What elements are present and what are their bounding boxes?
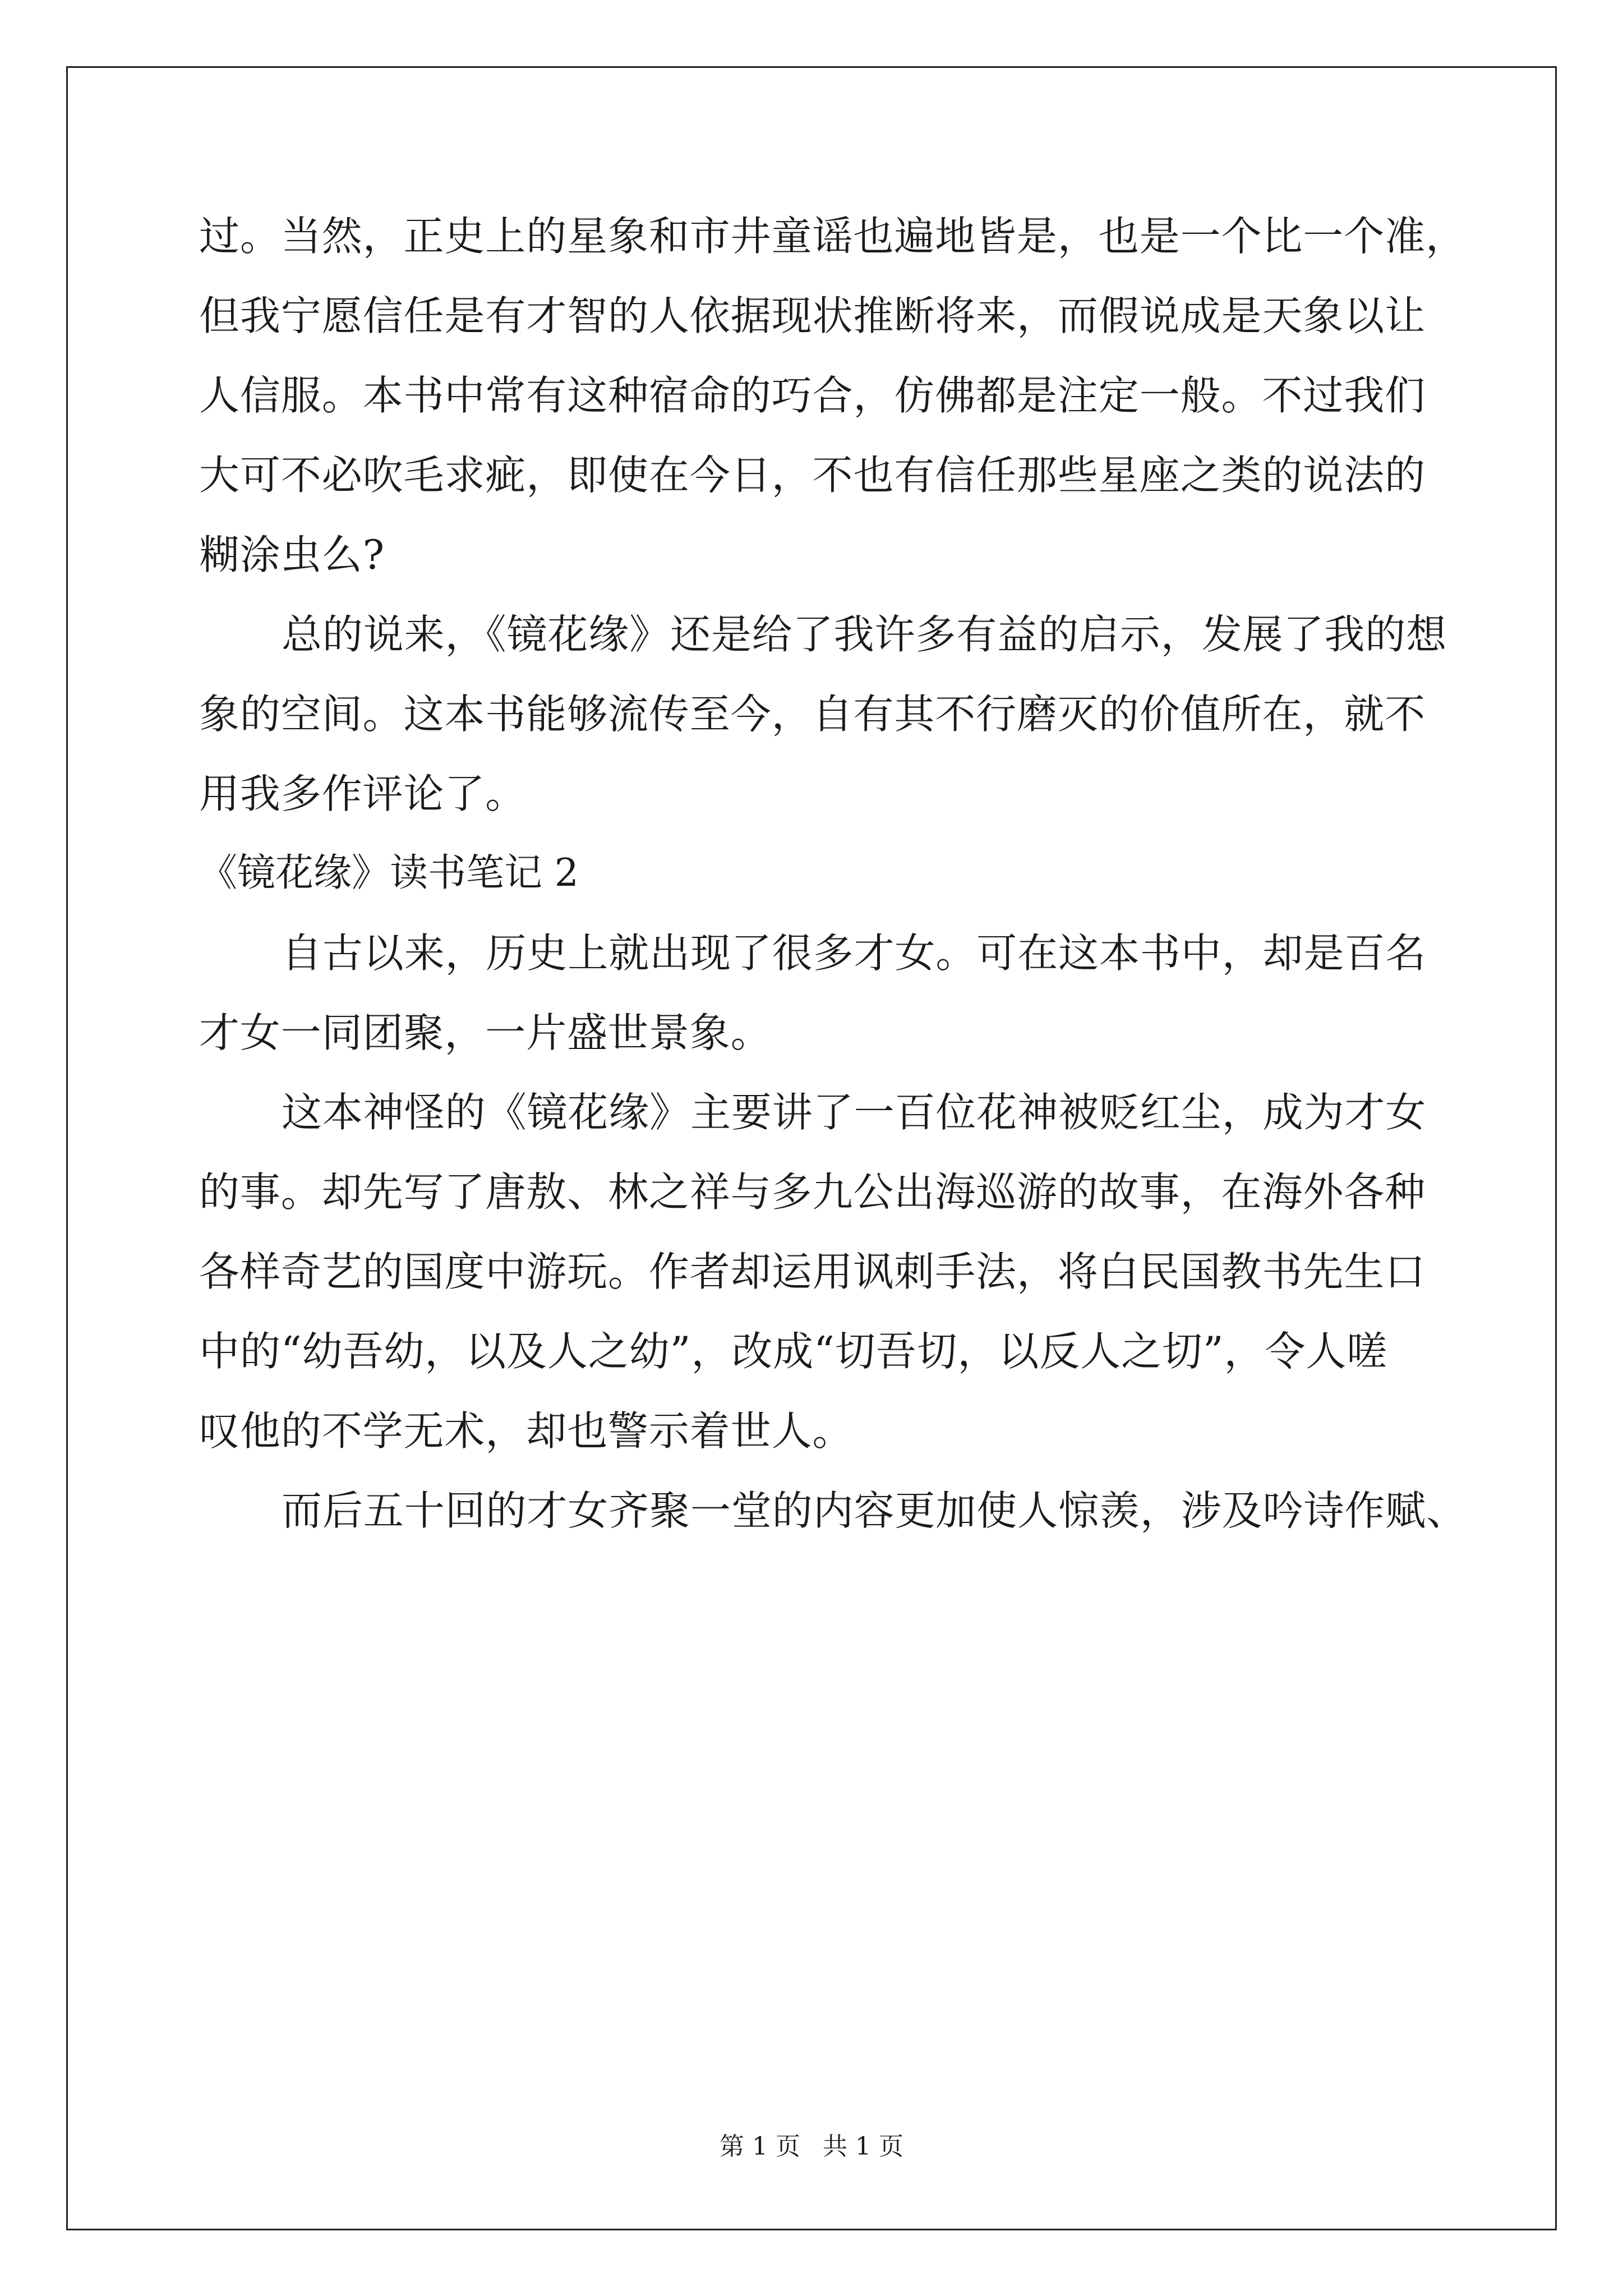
text-line: 糊涂虫么? — [199, 531, 385, 578]
page-number-total: 共 1 页 — [823, 2132, 903, 2161]
text-line: 才女一同团聚，一片盛世景象。 — [199, 1009, 772, 1056]
text-line: 各样奇艺的国度中游玩。作者却运用讽刺手法，将白民国教书先生口 — [199, 1248, 1426, 1295]
page-footer — [0, 2134, 1623, 2159]
paragraph-first-line: 这本神怪的《镜花缘》主要讲了一百位花神被贬红尘，成为才女 — [282, 1089, 1427, 1136]
text-line: 但我宁愿信任是有才智的人依据现状推断将来，而假说成是天象以让 — [199, 292, 1426, 339]
paragraph-first-line: 而后五十回的才女齐聚一堂的内容更加使人惊羡，涉及吟诗作赋、 — [282, 1487, 1468, 1534]
text-line: 的事。却先写了唐敖、林之祥与多九公出海巡游的故事，在海外各种 — [199, 1168, 1426, 1216]
text-line: 中的“幼吾幼，以及人之幼”，改成“切吾切，以反人之切”，令人嗟 — [199, 1328, 1388, 1375]
page-number-current: 第 1 页 — [720, 2132, 800, 2161]
text-line: 过。当然，正史上的星象和市井童谣也遍地皆是，也是一个比一个准， — [199, 213, 1467, 260]
text-line: 象的空间。这本书能够流传至今，自有其不行磨灭的价值所在，就不 — [199, 691, 1426, 738]
text-line: 大可不必吹毛求疵，即使在今日，不也有信任那些星座之类的说法的 — [199, 452, 1426, 499]
document-body — [199, 213, 1468, 1570]
text-line: 叹他的不学无术，却也警示着世人。 — [199, 1407, 854, 1455]
section-heading: 《镜花缘》读书笔记 2 — [199, 851, 579, 895]
text-line: 用我多作评论了。 — [199, 770, 527, 817]
paragraph-first-line: 总的说来，《镜花缘》还是给了我许多有益的启示，发展了我的想 — [282, 611, 1447, 658]
paragraph-first-line: 自古以来，历史上就出现了很多才女。可在这本书中，却是百名 — [282, 930, 1427, 977]
text-line: 人信服。本书中常有这种宿命的巧合，仿佛都是注定一般。不过我们 — [199, 372, 1426, 419]
